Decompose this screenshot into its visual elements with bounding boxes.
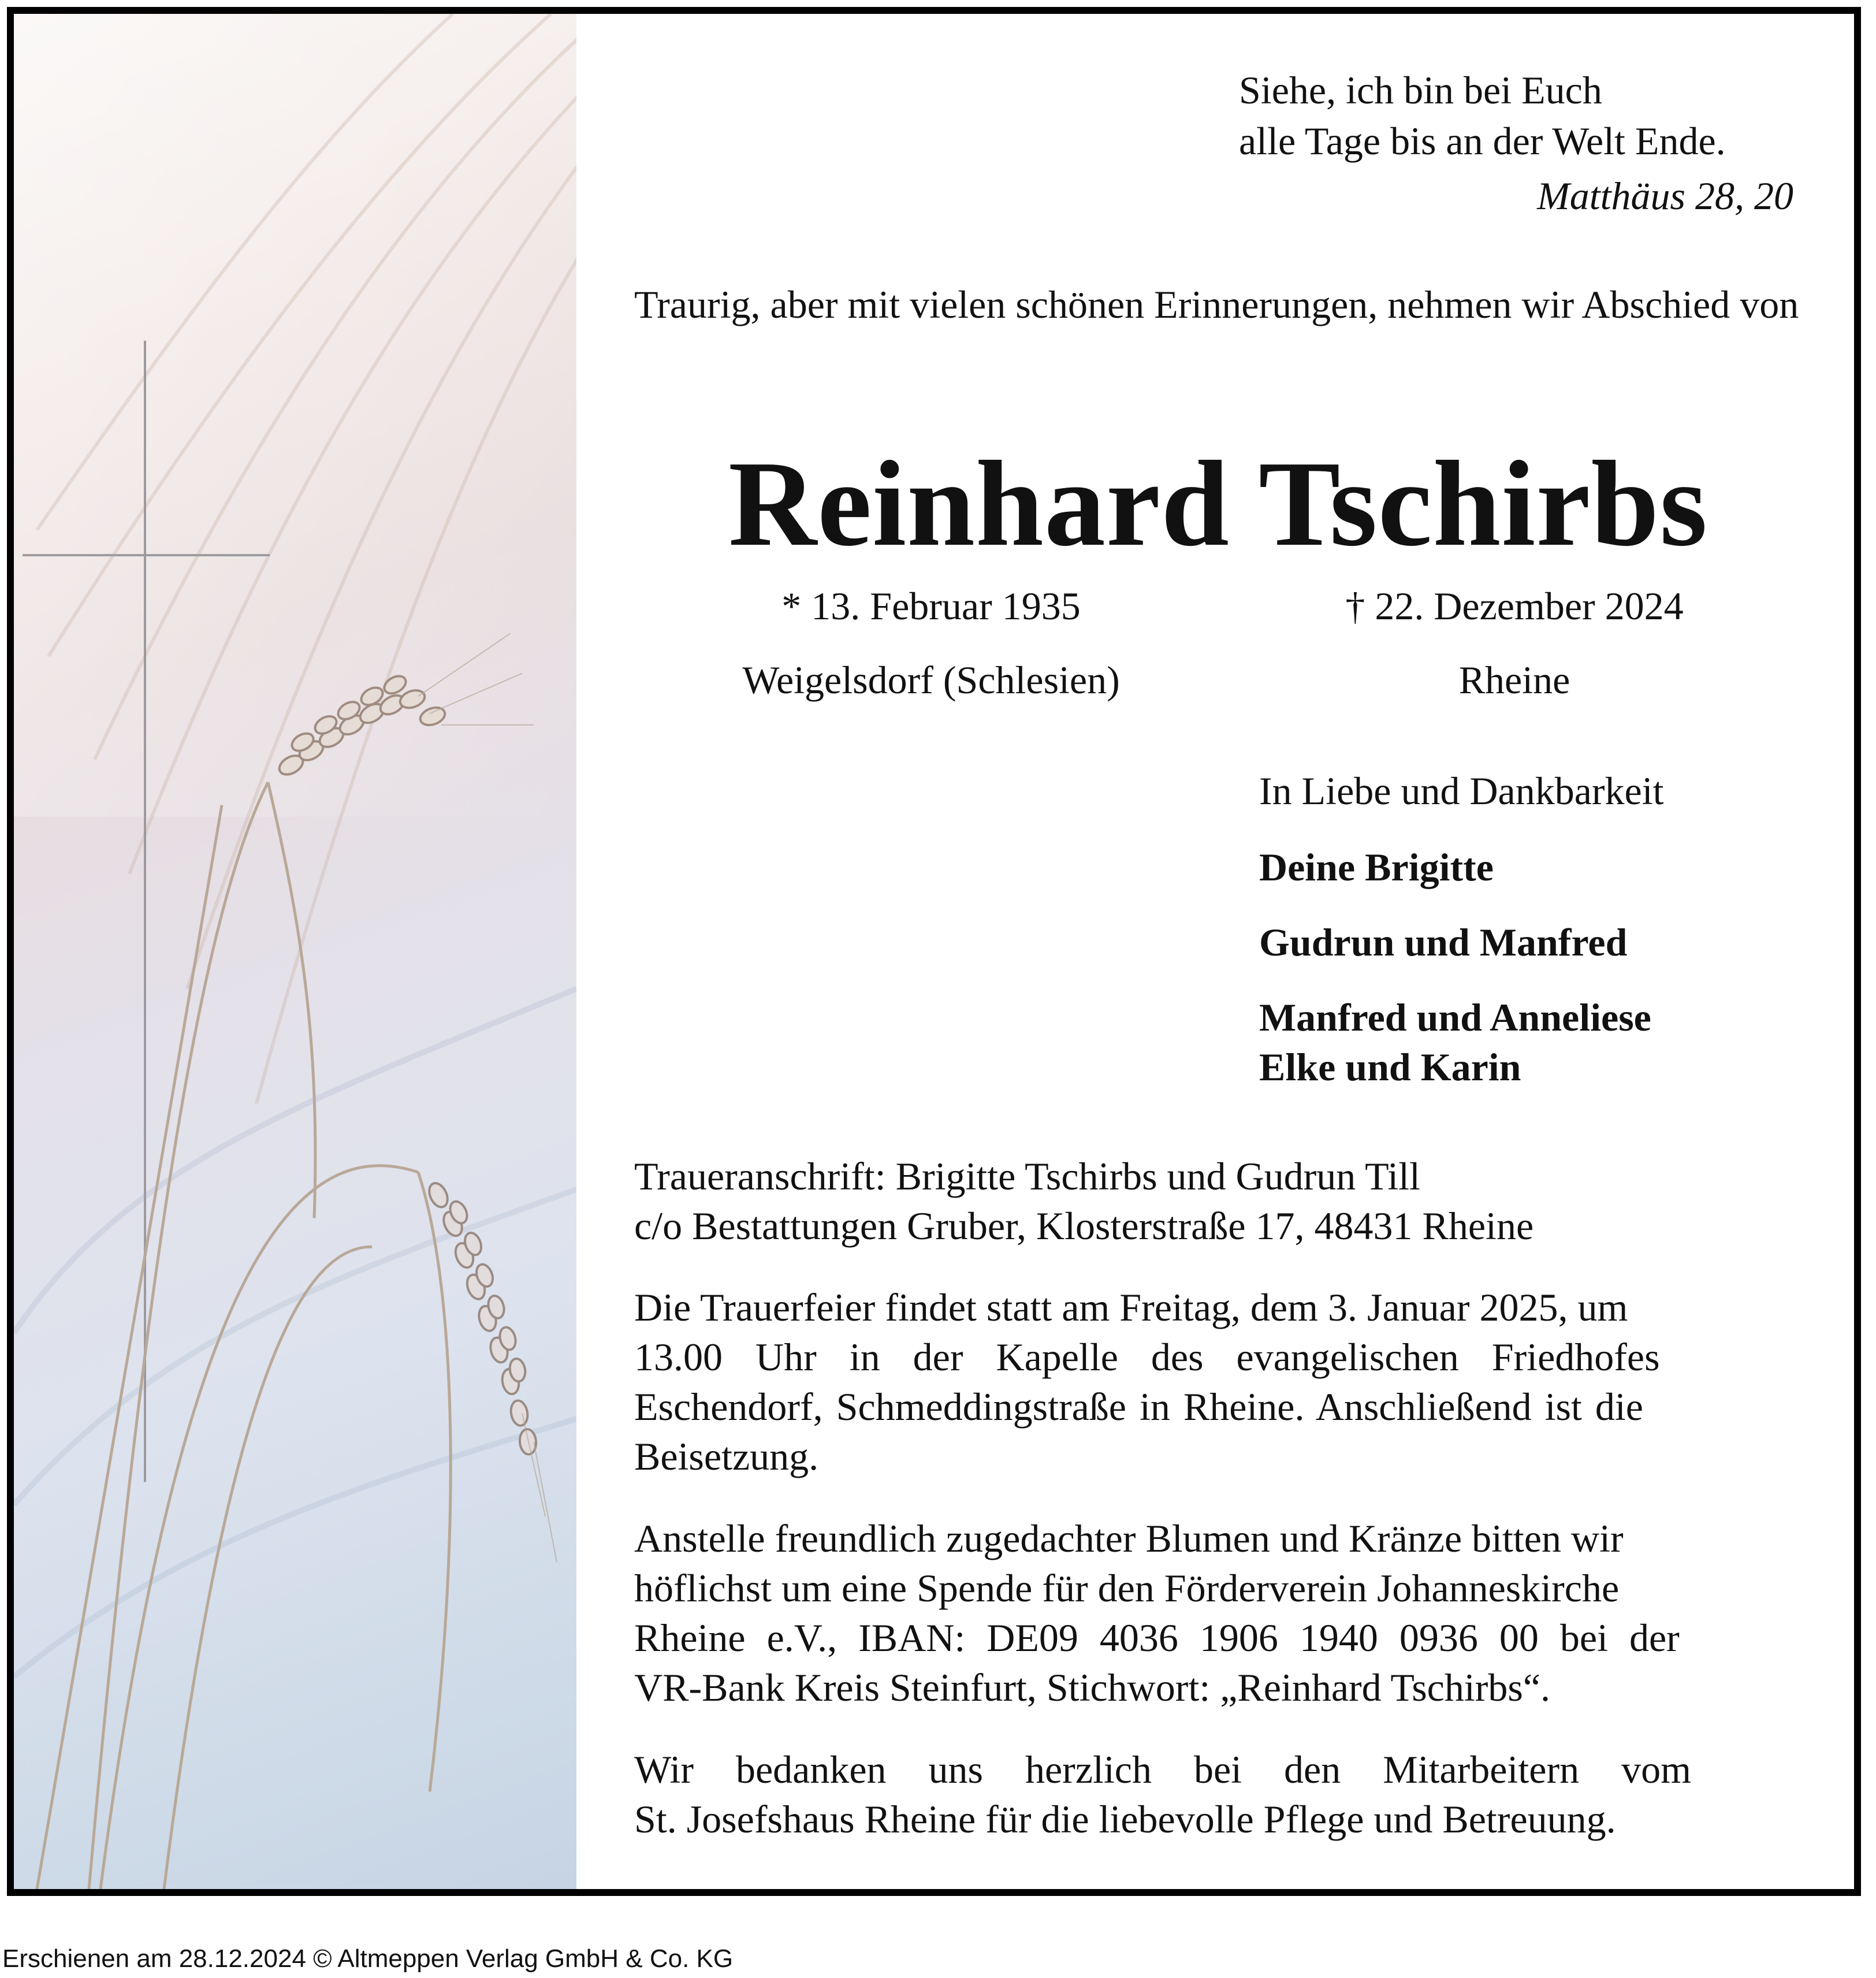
death-place: Rheine [1458,658,1570,702]
donation-line: Anstelle freundlich zugedachter Blumen und Kränze bitten wir [634,1516,1624,1560]
ceremony-line: 13.00 Uhr in der Kapelle des evangelischen Friedhofes [634,1335,1660,1379]
wheat-ear-icon [37,782,451,1889]
birth-place: Weigelsdorf (Schlesien) [742,658,1120,702]
ceremony-line: Eschendorf, Schmeddingstraße in Rheine. Anschließend ist die [634,1385,1643,1429]
donation-line: höflichst um eine Spende für den Förderverein Johanneskirche [634,1566,1620,1610]
deceased-name: Reinhard Tschirbs [728,436,1708,571]
mourner-name: Manfred und Anneliese [1259,995,1651,1039]
quote-line: alle Tage bis an der Welt Ende. [1239,119,1726,163]
address-line: c/o Bestattungen Gruber, Klosterstraße 17, 48431 Rheine [634,1204,1534,1248]
thanks-notice [634,1745,1801,1844]
mourner-name: Deine Brigitte [1259,845,1494,889]
mourners-heading: In Liebe und Dankbarkeit [1259,769,1664,813]
death-date: † 22. Dezember 2024 [1345,584,1684,628]
donation-line: VR-Bank Kreis Steinfurt, Stichwort: „Reinhard Tschirbs“. [634,1665,1551,1709]
intro-text: Traurig, aber mit vielen schönen Erinnerungen, nehmen wir Abschied von [634,282,1799,326]
quote-reference: Matthäus 28, 20 [1537,174,1793,218]
bible-quote [1239,65,1726,166]
publication-footer: Erschienen am 28.12.2024 © Altmeppen Verlag GmbH & Co. KG [2,1944,734,1973]
wheat-artwork [14,14,576,1889]
birth-date: * 13. Februar 1935 [781,584,1081,628]
address-line: Traueranschrift: Brigitte Tschirbs und Gudrun Till [634,1154,1420,1198]
thanks-line: Wir bedanken uns herzlich bei den Mitarbeitern vom [634,1748,1691,1791]
mourning-address [634,1151,1801,1251]
donation-notice [634,1514,1801,1712]
mourner-name: Gudrun und Manfred [1259,920,1628,964]
ceremony-line: Die Trauerfeier findet statt am Freitag, dem 3. Januar 2025, um [634,1285,1628,1329]
ceremony-line: Beisetzung. [634,1434,819,1478]
donation-line: Rheine e.V., IBAN: DE09 4036 1906 1940 0936 00 bei der [634,1616,1680,1660]
ceremony-notice [634,1282,1801,1481]
mourner-name: Elke und Karin [1259,1045,1521,1089]
thanks-line: St. Josefshaus Rheine für die liebevolle Pflege und Betreuung. [634,1797,1616,1841]
quote-line: Siehe, ich bin bei Euch [1239,68,1602,112]
